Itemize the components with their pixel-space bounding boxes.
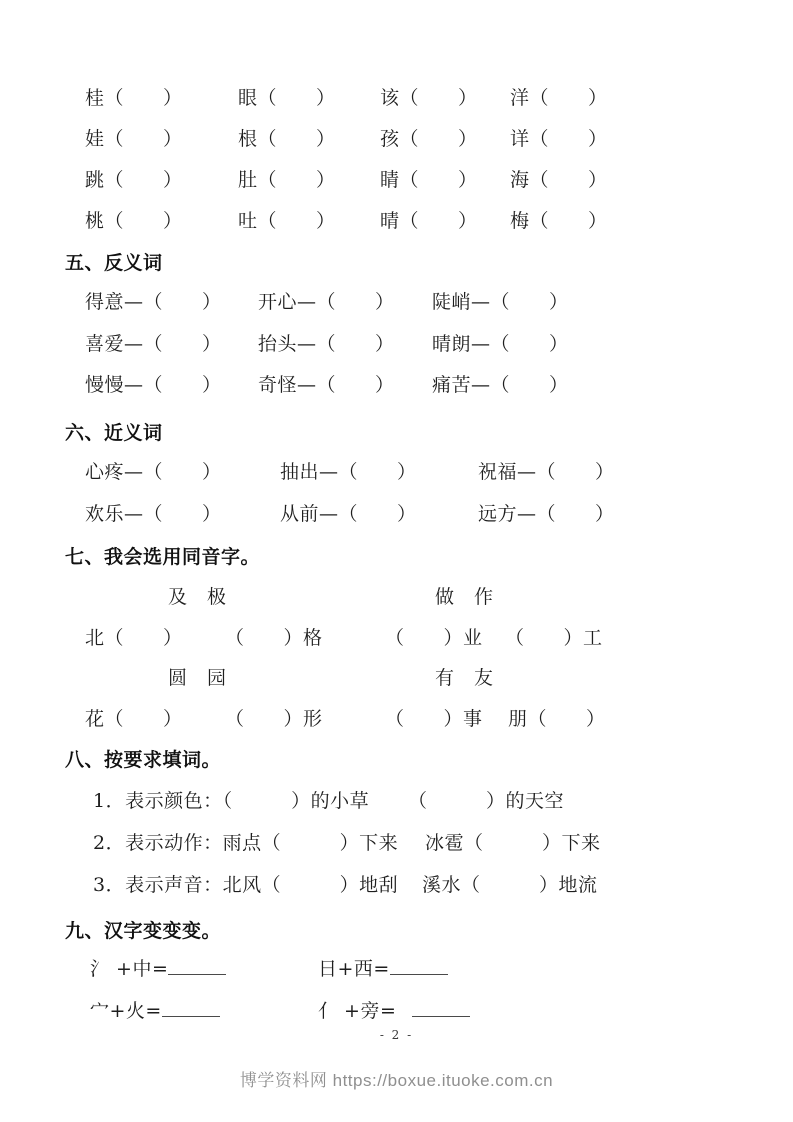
word-formation-cell: 跳（ ） [85, 169, 183, 191]
synonym-cell: 欢乐—（ ） [85, 503, 222, 525]
homophone-cell: 花（ ） [85, 708, 183, 730]
homophone-cell: （ ）工 [505, 627, 603, 649]
synonym-cell: 远方—（ ） [478, 503, 615, 525]
word-formation-cell: 吐（ ） [238, 210, 336, 232]
antonym-cell: 奇怪—（ ） [258, 374, 395, 396]
word-formation-cell: 肚（ ） [238, 169, 336, 191]
word-formation-cell: 详（ ） [510, 128, 608, 150]
antonym-cell: 得意—（ ） [85, 291, 222, 313]
homophone-cell: （ ）业 [385, 627, 483, 649]
word-formation-cell: 桃（ ） [85, 210, 183, 232]
antonym-cell: 陡峭—（ ） [432, 291, 569, 313]
word-formation-cell: 孩（ ） [380, 128, 478, 150]
section-title-synonyms: 六、近义词 [65, 422, 163, 444]
synonym-cell: 从前—（ ） [280, 503, 417, 525]
character-formula [318, 957, 448, 981]
homophone-cell: （ ）格 [225, 627, 323, 649]
homophone-hint: 做 作 [435, 586, 494, 608]
footer-watermark: 博学资料网 https://boxue.ituoke.com.cn [239, 1071, 554, 1090]
word-formation-cell: 海（ ） [510, 169, 608, 191]
answer-blank [412, 1012, 470, 1017]
word-formation-cell: 睛（ ） [380, 169, 478, 191]
fill-word-line-right: 冰雹（ ）下来 [425, 832, 601, 854]
antonym-cell: 晴朗—（ ） [432, 333, 569, 355]
word-formation-cell: 娃（ ） [85, 128, 183, 150]
word-formation-cell: 根（ ） [238, 128, 336, 150]
antonym-cell: 喜爱—（ ） [85, 333, 222, 355]
homophone-hint: 及 极 [168, 586, 227, 608]
section-title-character-building: 九、汉字变变变。 [65, 920, 222, 942]
word-formation-cell: 晴（ ） [380, 210, 478, 232]
homophone-hint: 有 友 [435, 667, 494, 689]
fill-word-line-left: 3．表示声音：北风（ ）地刮 [93, 874, 399, 896]
character-formula [90, 957, 226, 981]
section-title-homophones: 七、我会选用同音字。 [65, 546, 261, 568]
synonym-cell: 祝福—（ ） [478, 461, 615, 483]
formula-text: 氵 +中= [90, 958, 169, 980]
page-number: - 2 - [379, 1028, 414, 1042]
formula-text: 日+西= [318, 958, 390, 980]
word-formation-cell: 该（ ） [380, 87, 478, 109]
answer-blank [168, 970, 226, 975]
synonym-cell: 心疼—（ ） [85, 461, 222, 483]
formula-text: 宀+火= [90, 1000, 162, 1022]
synonym-cell: 抽出—（ ） [280, 461, 417, 483]
antonym-cell: 慢慢—（ ） [85, 374, 222, 396]
homophone-cell: 朋（ ） [508, 708, 606, 730]
homophone-cell: （ ）事 [385, 708, 483, 730]
antonym-cell: 开心—（ ） [258, 291, 395, 313]
formula-text: 亻 +旁= [318, 1000, 397, 1022]
homophone-cell: 北（ ） [85, 627, 183, 649]
fill-word-line-left: 1．表示颜色：（ ）的小草 [93, 790, 370, 812]
answer-blank [390, 970, 448, 975]
section-title-fill-words: 八、按要求填词。 [65, 749, 222, 771]
homophone-cell: （ ）形 [225, 708, 323, 730]
word-formation-cell: 桂（ ） [85, 87, 183, 109]
word-formation-cell: 洋（ ） [510, 87, 608, 109]
character-formula [90, 999, 220, 1023]
word-formation-cell: 梅（ ） [510, 210, 608, 232]
homophone-hint: 圆 园 [168, 667, 227, 689]
answer-blank [162, 1012, 220, 1017]
antonym-cell: 抬头—（ ） [258, 333, 395, 355]
fill-word-line-left: 2．表示动作：雨点（ ）下来 [93, 832, 399, 854]
section-title-antonyms: 五、反义词 [65, 252, 163, 274]
word-formation-cell: 眼（ ） [238, 87, 336, 109]
antonym-cell: 痛苦—（ ） [432, 374, 569, 396]
fill-word-line-right: （ ）的天空 [408, 790, 565, 812]
character-formula [318, 999, 470, 1023]
fill-word-line-right: 溪水（ ）地流 [422, 874, 598, 896]
